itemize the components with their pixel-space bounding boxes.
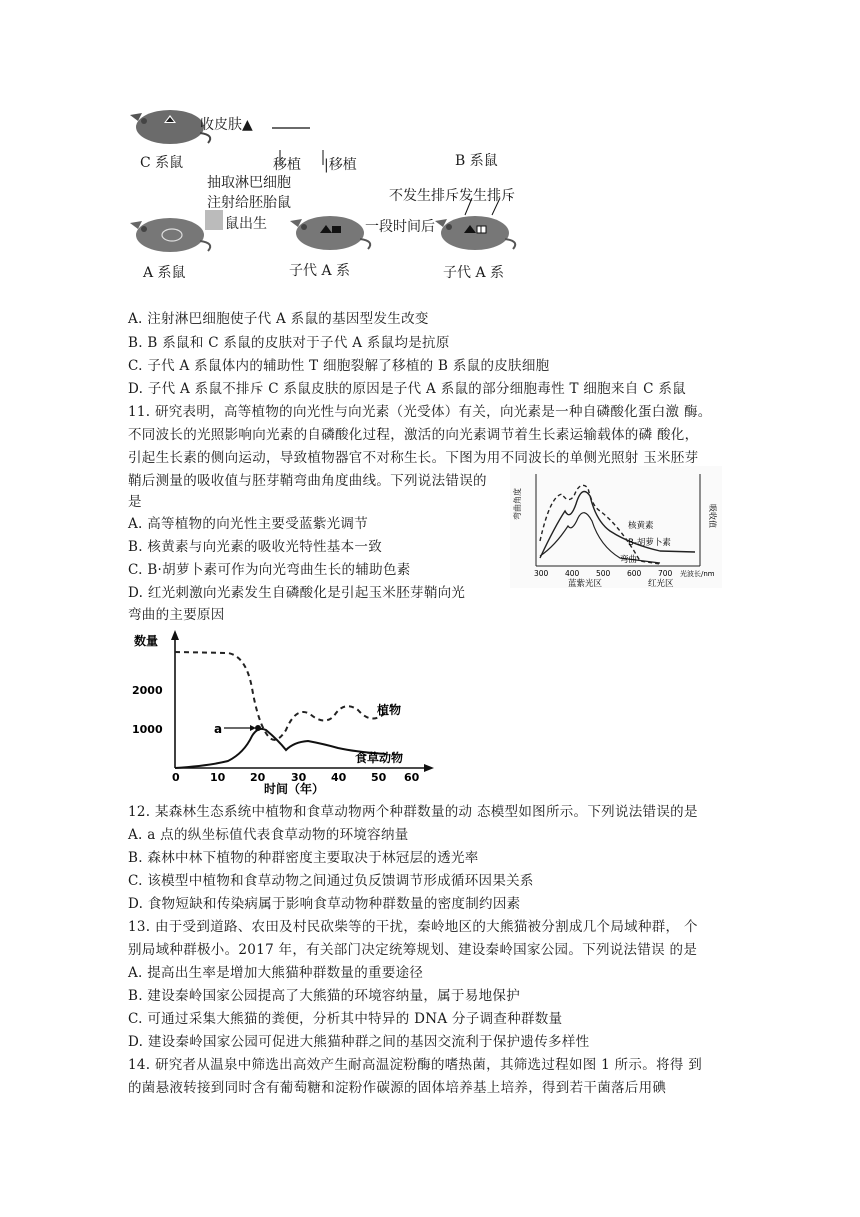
- x-tick-300: 300: [534, 569, 549, 578]
- blue-region-label: 蓝紫光区: [568, 579, 603, 588]
- plant-label: 植物: [377, 703, 402, 717]
- point-a-label: a: [214, 722, 223, 736]
- q13-stem-1: 13. 由于受到道路、农田及村民砍柴等的干扰，秦岭地区的大熊猫被分割成几个局域种群， 个: [128, 919, 698, 935]
- absorption-chart: [510, 466, 722, 588]
- q13-option-b: B. 建设秦岭国家公园提高了大熊猫的环境容纳量，属于易地保护: [128, 988, 521, 1004]
- q11-stem-2: 不同波长的光照影响向光素的自磷酸化过程，激活的向光素调节着生长素运输载体的磷 酸化，: [128, 427, 699, 443]
- q13-option-c: C. 可通过采集大熊猫的粪便，分析其中特异的 DNA 分子调查种群数量: [128, 1011, 563, 1027]
- x-tick-20: 20: [250, 771, 266, 784]
- x-tick-10: 10: [210, 771, 226, 784]
- q13-option-a: A. 提高出生率是增加大熊猫种群数量的重要途径: [128, 965, 424, 981]
- series-riboflavin-label: 核黄素: [628, 521, 654, 531]
- a-mouse-icon: [130, 218, 210, 252]
- q10-option-d: D. 子代 A 系鼠不排斥 C 系鼠皮肤的原因是子代 A 系鼠的部分细胞毒性 T 细胞来自 C 系鼠: [128, 381, 686, 397]
- outcome-text: 不发生排斥发生排斥: [389, 188, 515, 204]
- after-text: 一段时间后: [365, 219, 435, 235]
- q11-option-a: A. 高等植物的向光性主要受蓝紫光调节: [128, 516, 369, 532]
- transplant1-text: 移植: [273, 157, 301, 173]
- offspring-mouse2-icon: [435, 216, 515, 250]
- x-tick-500: 500: [596, 569, 611, 578]
- q12-option-b: B. 森林中林下植物的种群密度主要取决于林冠层的透光率: [128, 850, 479, 866]
- x-axis-label: 光波长/nm: [680, 570, 715, 578]
- q11-option-b: B. 核黄素与向光素的吸收光特性基本一致: [128, 539, 383, 555]
- c-top-text: 收皮肤▲: [200, 117, 253, 133]
- x-tick-600: 600: [627, 569, 642, 578]
- q11-option-d: D. 红光刺激向光素发生自磷酸化是引起玉米胚芽鞘向光: [128, 585, 466, 601]
- transplant2-text: |移植: [324, 157, 357, 173]
- x-tick-0: 0: [172, 771, 180, 784]
- q12-option-a: A. a 点的纵坐标值代表食草动物的环境容纳量: [128, 827, 409, 843]
- q11-stem-1: 11. 研究表明，高等植物的向光性与向光素（光受体）有关，向光素是一种自磷酸化蛋白激 酶。: [128, 404, 712, 420]
- q12-stem: 12. 某森林生态系统中植物和食草动物两个种群数量的动 态模型如图所示。下列说法错误的是: [128, 804, 698, 820]
- q10-option-c: C. 子代 A 系鼠体内的辅助性 T 细胞裂解了移植的 B 系鼠的皮肤细胞: [128, 358, 550, 374]
- q10-option-b: B. B 系鼠和 C 系鼠的皮肤对于子代 A 系鼠均是抗原: [128, 335, 450, 351]
- q14-stem-1: 14. 研究者从温泉中筛选出高效产生耐高温淀粉酶的嗜热菌，其筛选过程如图 1 所示。将得 到: [128, 1057, 703, 1073]
- y-tick-2000: 2000: [132, 684, 163, 697]
- q12-option-d: D. 食物短缺和传染病属于影响食草动物种群数量的密度制约因素: [128, 896, 521, 912]
- q12-option-c: C. 该模型中植物和食草动物之间通过负反馈调节形成循环因果关系: [128, 873, 534, 889]
- q11-option-d-cont: 弯曲的主要原因: [128, 607, 225, 623]
- population-chart: [128, 628, 438, 798]
- q13-option-d: D. 建设秦岭国家公园可促进大熊猫种群之间的基因交流利于保护遗传多样性: [128, 1034, 590, 1050]
- y-axis-label: 数量: [134, 634, 159, 648]
- step1-text: 抽取淋巴细胞: [207, 175, 291, 191]
- q10-option-a: A. 注射淋巴细胞使子代 A 系鼠的基因型发生改变: [128, 311, 429, 327]
- x-tick-40: 40: [331, 771, 347, 784]
- offspring1-label: 子代 A 系: [289, 263, 351, 279]
- q11-option-c: C. B·胡萝卜素可作为向光弯曲生长的辅助色素: [128, 562, 411, 578]
- b-label: B 系鼠: [455, 153, 498, 169]
- series-carotene-label: B-胡萝卜素: [628, 538, 671, 548]
- offspring2-label: 子代 A 系: [443, 265, 505, 281]
- offspring-mouse1-icon: [290, 216, 370, 250]
- q13-stem-2: 别局域种群极小。2017 年，有关部门决定统筹规划、建设秦岭国家公园。下列说法错误 的是: [128, 942, 698, 958]
- q11-stem-5: 是: [128, 494, 142, 510]
- red-region-label: 红光区: [648, 579, 674, 588]
- step2-text: 注射给胚胎鼠: [207, 195, 291, 211]
- herbivore-label: 食草动物: [355, 751, 404, 765]
- x-tick-700: 700: [658, 569, 673, 578]
- step3-text: 鼠出生: [225, 216, 267, 232]
- q14-stem-2: 的菌悬液转接到同时含有葡萄糖和淀粉作碳源的固体培养基上培养，得到若干菌落后用碘: [128, 1080, 667, 1096]
- a-label: A 系鼠: [143, 265, 186, 281]
- y-tick-1000: 1000: [132, 723, 163, 736]
- x-axis-label: 时间（年）: [264, 782, 325, 796]
- x-tick-400: 400: [565, 569, 580, 578]
- c-label: C 系鼠: [140, 155, 184, 171]
- x-tick-60: 60: [404, 771, 420, 784]
- q11-stem-3: 引起生长素的侧向运动，导致植物器官不对称生长。下图为用不同波长的单侧光照射 玉米胚芽: [128, 450, 699, 466]
- c-mouse-icon: [130, 110, 210, 144]
- x-tick-50: 50: [371, 771, 387, 784]
- x-tick-30: 30: [291, 771, 307, 784]
- q11-stem-4: 鞘后测量的吸收值与胚芽鞘弯曲角度曲线。下列说法错误的: [128, 473, 487, 489]
- y-left-label: 弯曲角度: [513, 488, 522, 520]
- y-right-label: 吸收值: [708, 504, 717, 528]
- series-bending-label: 弯曲: [620, 555, 638, 565]
